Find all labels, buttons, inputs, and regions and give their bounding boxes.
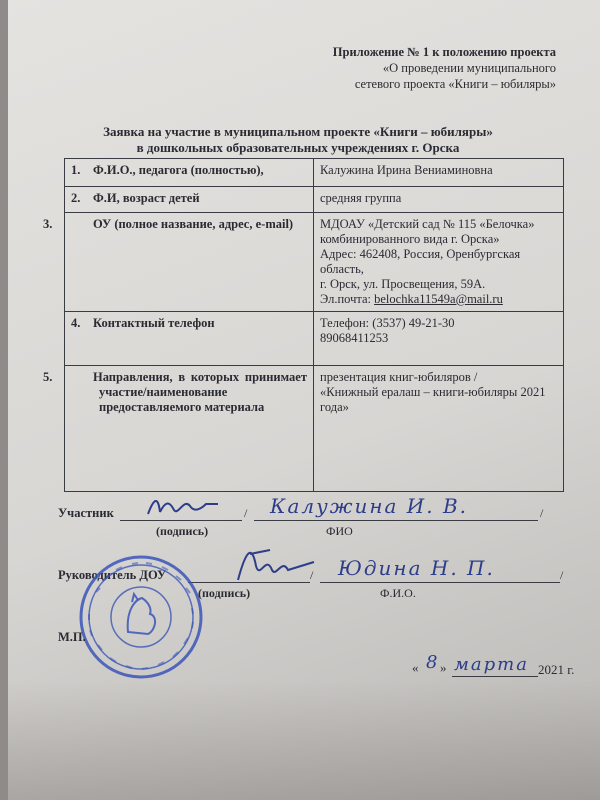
photo-shadow [8, 680, 600, 800]
head-fio-caption: Ф.И.О. [380, 586, 416, 600]
row-number: 1. [71, 163, 81, 177]
title-line-1: Заявка на участие в муниципальном проекте «Книги – юбиляры» [103, 124, 493, 139]
date-open-quote: « [412, 660, 419, 675]
appendix-line-2: «О проведении муниципального [382, 61, 556, 75]
application-title [68, 124, 528, 156]
address-value: Адрес: 462408, Россия, Оренбургская область, [320, 247, 521, 276]
title-line-2: в дошкольных образовательных учреждениях г. Орска [136, 140, 460, 155]
row-label: Направления, в которых принимает участие/наименование предоставляемого материала [93, 370, 307, 414]
row-3-value-cell [314, 213, 564, 312]
email-link[interactable]: belochka11549a@mail.ru [374, 292, 503, 306]
row-5-label-cell [43, 366, 314, 492]
row-label: Ф.И, возраст детей [93, 191, 200, 205]
appendix-line-1: Приложение № 1 к положению проекта [332, 45, 556, 59]
slash-divider: / [540, 506, 544, 520]
table-row [65, 213, 564, 312]
slash-divider: / [244, 506, 248, 520]
fio-caption: ФИО [326, 524, 353, 538]
signature-caption: (подпись) [156, 524, 209, 538]
date-day-handwritten: 8 [426, 652, 440, 673]
row-number: 3. [43, 217, 53, 231]
date-month-line [452, 676, 538, 677]
row-2-value-cell [314, 187, 564, 213]
row-label: Ф.И.О., педагога (полностью), [93, 163, 264, 177]
mp-label: М.П. [58, 630, 86, 644]
head-signature-icon [230, 540, 320, 590]
head-label: Руководитель ДОУ [58, 568, 167, 582]
date-close-quote: » [440, 660, 447, 675]
email-line [320, 292, 557, 307]
row-label: ОУ (полное название, адрес, e-mail) [93, 217, 294, 231]
email-label: Эл.почта: [320, 292, 375, 306]
row-label: Контактный телефон [93, 316, 215, 330]
organization-stamp-icon [76, 552, 206, 682]
table-row [65, 366, 564, 492]
date-month-handwritten: марта [454, 654, 529, 675]
row-2-label-cell [65, 187, 314, 213]
application-form-table [43, 158, 564, 492]
slash-divider: / [560, 568, 564, 582]
appendix-line-3: сетевого проекта «Книги – юбиляры» [354, 77, 556, 91]
mobile-value: 89068411253 [320, 331, 389, 345]
street-value: г. Орск, ул. Просвещения, 59А. [320, 277, 486, 291]
participant-handwritten-name: Калужина И. В. [270, 494, 469, 518]
head-handwritten-name: Юдина Н. П. [338, 556, 495, 580]
row-5-value-cell [314, 366, 564, 492]
document-page [8, 0, 600, 800]
phone-value: Телефон: (3537) 49-21-30 [320, 316, 455, 330]
row-number: 4. [71, 316, 81, 330]
table-row [65, 312, 564, 366]
children-group-value: средняя группа [320, 191, 402, 205]
table-row [65, 159, 564, 187]
participant-fio-line [254, 520, 538, 521]
row-1-value-cell [314, 159, 564, 187]
institution-name-value: МДОАУ «Детский сад № 115 «Белочка» комбинированного вида г. Орска» [320, 217, 535, 246]
slash-divider: / [310, 568, 314, 582]
teacher-name-value: Калужина Ирина Вениаминовна [320, 163, 493, 177]
row-3-label-cell [43, 213, 314, 312]
participant-signature-icon [144, 492, 224, 522]
row-number: 2. [71, 191, 81, 205]
appendix-header [226, 44, 556, 92]
material-value-line-1: презентация книг-юбиляров / [320, 370, 478, 384]
date-year: 2021 г. [538, 662, 575, 677]
head-fio-line [320, 582, 560, 583]
row-number: 5. [43, 370, 53, 384]
table-row [65, 187, 564, 213]
row-4-value-cell [314, 312, 564, 366]
row-4-label-cell [65, 312, 314, 366]
material-value-line-2: «Книжный ералаш – книги-юбиляры 2021 года» [320, 385, 546, 414]
head-signature-caption: (подпись) [198, 586, 251, 600]
participant-label: Участник [58, 506, 114, 520]
row-1-label-cell [65, 159, 314, 187]
